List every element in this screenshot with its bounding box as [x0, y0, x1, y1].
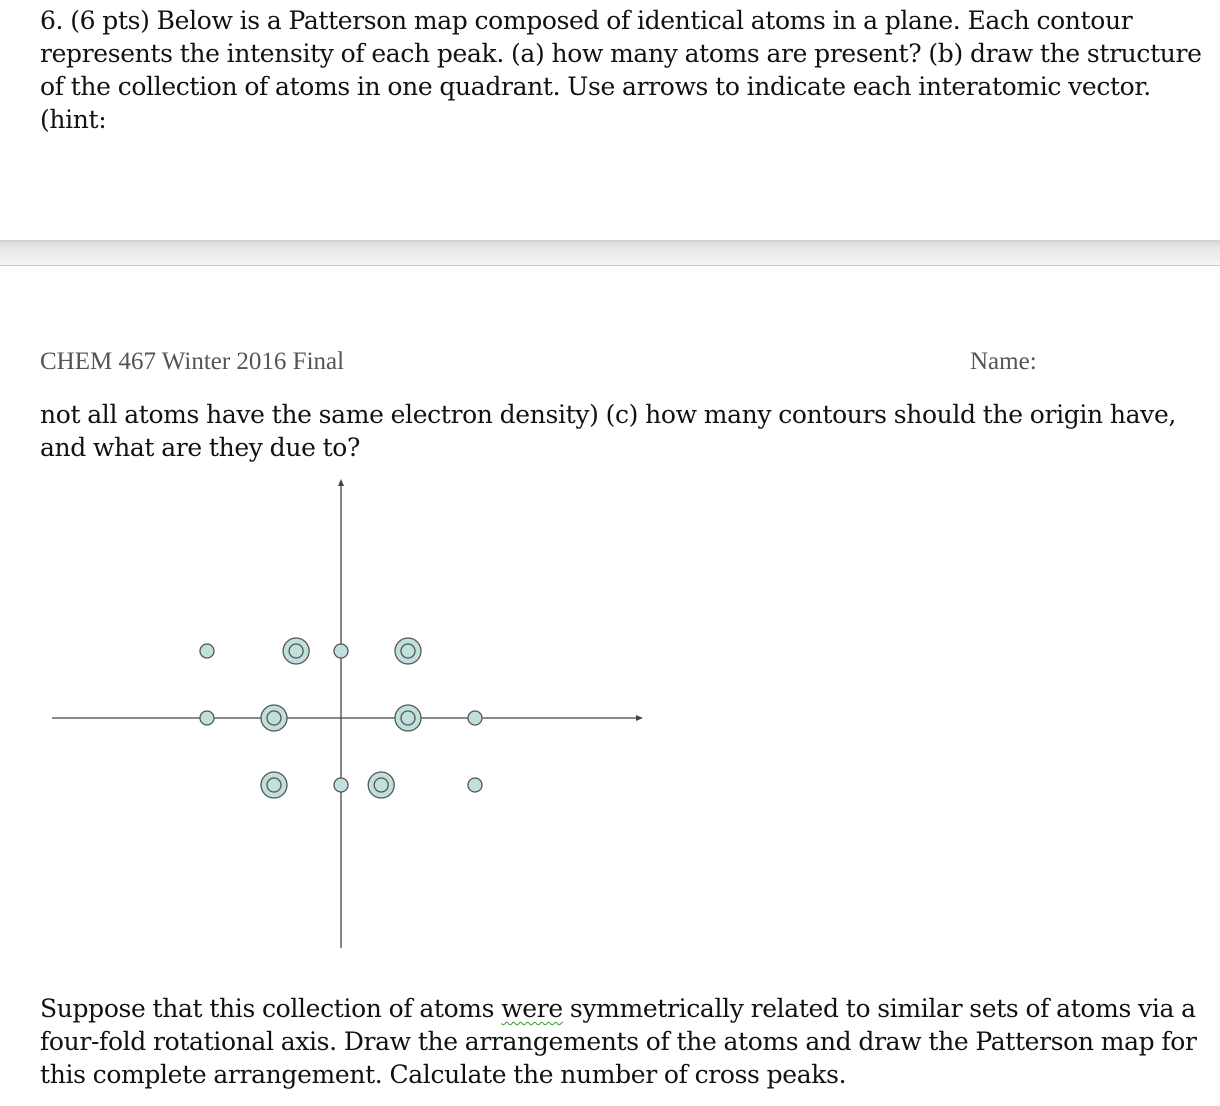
peak-contour-inner: [401, 711, 415, 725]
peak-6: [261, 705, 287, 731]
peak-12: [468, 778, 482, 792]
peak-3: [334, 644, 348, 658]
peak-5: [200, 711, 214, 725]
followup-text-after: symmetrically related to similar sets of atoms via a four-fold rotational axis. Draw the arrangements of the atoms and draw the Patterson map for this complete arrangement. Calculate the number of cross peaks.: [40, 994, 1197, 1089]
peak-contour-single: [334, 644, 348, 658]
peak-10: [334, 778, 348, 792]
page-break-divider: [0, 240, 1220, 266]
peak-contour-inner: [267, 778, 281, 792]
peak-9: [261, 772, 287, 798]
peak-contour-single: [468, 778, 482, 792]
peak-contour-inner: [267, 711, 281, 725]
peak-contour-inner: [374, 778, 388, 792]
question-continuation: not all atoms have the same electron density) (c) how many contours should the origin have, and what are they due to?: [40, 400, 1176, 462]
peak-4: [395, 638, 421, 664]
course-header: CHEM 467 Winter 2016 Final: [40, 348, 345, 375]
peak-11: [368, 772, 394, 798]
peak-contour-single: [200, 644, 214, 658]
name-label: Name:: [970, 348, 1037, 375]
question-followup: [40, 992, 1210, 1091]
question-intro: 6. (6 pts) Below is a Patterson map composed of identical atoms in a plane. Each contour represents the intensity of each peak. (a) how many atoms are present? (b) draw the structure of the collection of atoms in one quadrant. Use arrows to indicate each interatomic vector. (hint:: [40, 6, 1202, 134]
peak-contour-inner: [289, 644, 303, 658]
spellcheck-word: were: [501, 994, 563, 1023]
peak-8: [468, 711, 482, 725]
peak-7: [395, 705, 421, 731]
peak-contour-inner: [401, 644, 415, 658]
patterson-map: [0, 470, 1220, 960]
followup-text-before: Suppose that this collection of atoms: [40, 994, 502, 1023]
peak-contour-single: [334, 778, 348, 792]
peak-contour-single: [200, 711, 214, 725]
peak-contour-single: [468, 711, 482, 725]
peak-1: [200, 644, 214, 658]
peak-2: [283, 638, 309, 664]
